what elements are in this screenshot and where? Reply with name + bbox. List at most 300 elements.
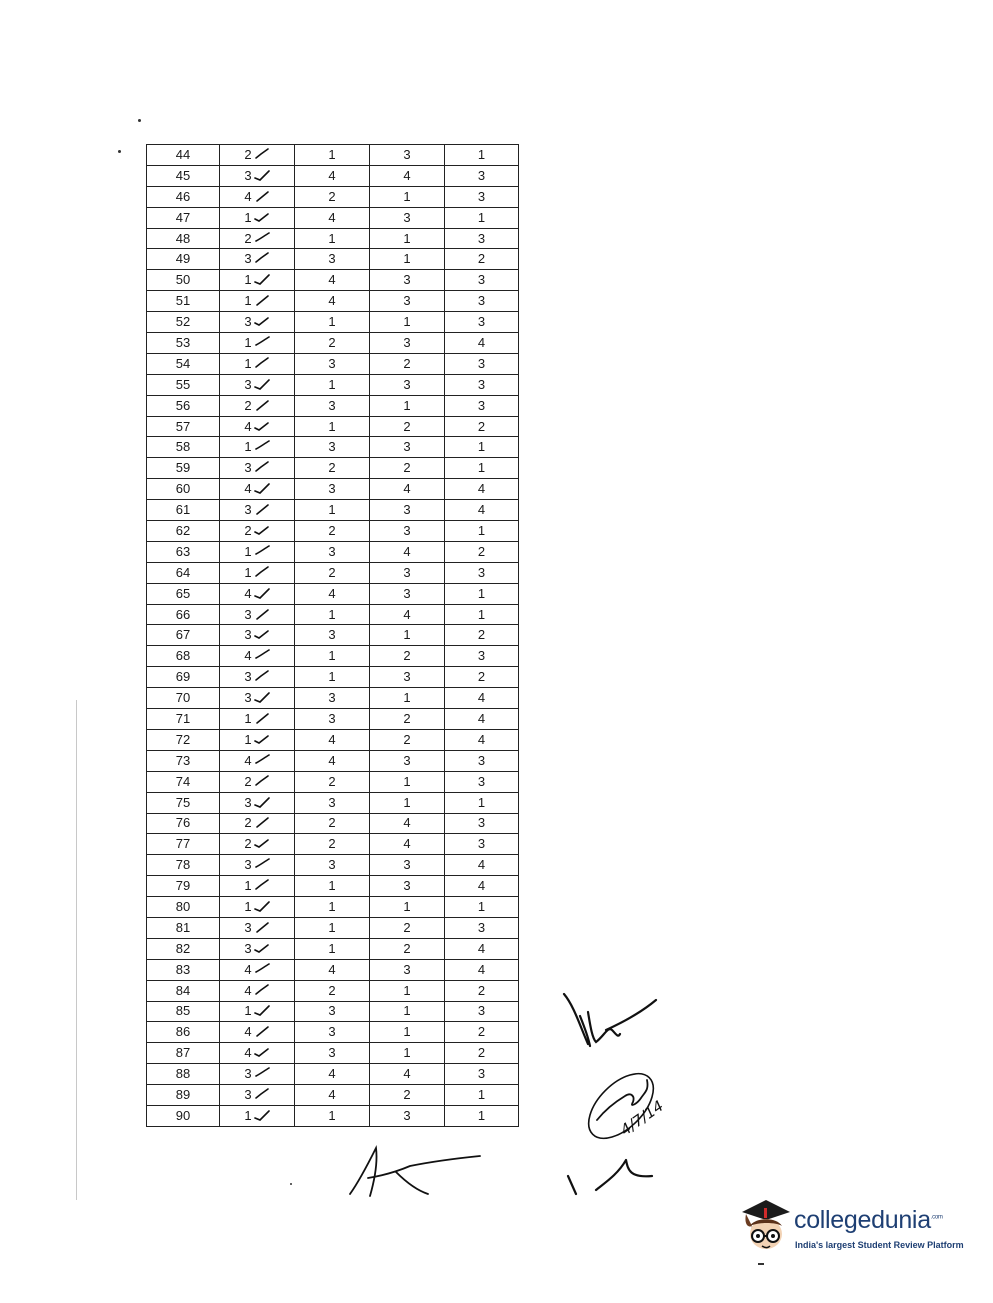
answer-cell bbox=[370, 249, 445, 270]
answer-cell-checked bbox=[220, 1001, 295, 1022]
checked-answer bbox=[244, 334, 269, 352]
answer-cell bbox=[295, 667, 370, 688]
cell-value: 3 bbox=[328, 690, 336, 706]
cell-value: 4 bbox=[328, 1087, 336, 1103]
checked-answer bbox=[244, 982, 269, 1000]
question-number-cell bbox=[147, 416, 220, 437]
checked-answer bbox=[244, 877, 269, 895]
answer-cell bbox=[370, 521, 445, 542]
cell-value: 1 bbox=[244, 731, 252, 747]
cell-value: 3 bbox=[328, 710, 336, 726]
cell-value: 4 bbox=[477, 961, 486, 977]
answer-cell bbox=[370, 709, 445, 730]
cell-value: 3 bbox=[244, 794, 252, 810]
cell-value: 1 bbox=[403, 188, 411, 204]
cell-value: 1 bbox=[328, 940, 336, 956]
cell-value: 1 bbox=[328, 899, 336, 914]
cell-value: 65 bbox=[175, 585, 191, 601]
answer-cell bbox=[445, 917, 519, 938]
checked-answer bbox=[244, 835, 269, 853]
cell-value: 2 bbox=[403, 460, 411, 476]
cell-value: 70 bbox=[175, 690, 191, 706]
question-number-cell bbox=[147, 1022, 220, 1043]
table-row bbox=[147, 855, 519, 876]
answer-key-table bbox=[146, 144, 519, 1127]
cell-value: 3 bbox=[477, 355, 486, 371]
cell-value: 3 bbox=[477, 815, 486, 831]
answer-cell-checked bbox=[220, 625, 295, 646]
answer-cell-checked bbox=[220, 792, 295, 813]
cell-value: 67 bbox=[175, 627, 191, 643]
answer-cell bbox=[370, 980, 445, 1001]
checked-answer bbox=[244, 647, 269, 665]
checked-answer bbox=[244, 459, 269, 477]
answer-cell bbox=[295, 479, 370, 500]
cell-value: 1 bbox=[477, 1107, 486, 1123]
tick-mark-icon bbox=[254, 419, 270, 433]
answer-cell bbox=[445, 145, 519, 166]
cell-value: 3 bbox=[403, 564, 411, 580]
question-number-cell bbox=[147, 165, 220, 186]
cell-value: 3 bbox=[477, 1003, 486, 1019]
cell-value: 4 bbox=[328, 731, 336, 747]
answer-cell bbox=[295, 917, 370, 938]
answer-cell bbox=[370, 395, 445, 416]
tick-mark-icon bbox=[254, 460, 270, 474]
answer-cell bbox=[295, 270, 370, 291]
table-row bbox=[147, 207, 519, 228]
answer-cell bbox=[445, 834, 519, 855]
question-number-cell bbox=[147, 729, 220, 750]
question-number-cell bbox=[147, 583, 220, 604]
answer-cell bbox=[295, 312, 370, 333]
cell-value: 2 bbox=[244, 815, 252, 831]
question-number-cell bbox=[147, 186, 220, 207]
cell-value: 3 bbox=[328, 627, 336, 643]
cell-value: 3 bbox=[328, 439, 336, 455]
answer-cell bbox=[445, 186, 519, 207]
cell-value: 90 bbox=[175, 1107, 191, 1123]
cell-value: 3 bbox=[403, 146, 411, 162]
cell-value: 3 bbox=[328, 397, 336, 413]
cell-value: 2 bbox=[244, 146, 252, 162]
tick-mark-icon bbox=[254, 607, 270, 621]
cell-value: 4 bbox=[328, 752, 336, 768]
table-row bbox=[147, 980, 519, 1001]
answer-cell-checked bbox=[220, 145, 295, 166]
scan-speck bbox=[138, 119, 141, 122]
answer-cell bbox=[295, 1085, 370, 1106]
table-row bbox=[147, 165, 519, 186]
checked-answer bbox=[244, 961, 269, 979]
table-row bbox=[147, 312, 519, 333]
cell-value: 3 bbox=[403, 272, 411, 288]
cell-value: 1 bbox=[244, 899, 252, 914]
cell-value: 60 bbox=[175, 481, 191, 497]
table-row bbox=[147, 1085, 519, 1106]
checked-answer bbox=[244, 146, 269, 164]
question-number-cell bbox=[147, 562, 220, 583]
question-number-cell bbox=[147, 959, 220, 980]
table-row bbox=[147, 1105, 519, 1126]
answer-cell bbox=[295, 897, 370, 918]
cell-value: 71 bbox=[175, 710, 191, 726]
table-row bbox=[147, 688, 519, 709]
cell-value: 47 bbox=[175, 209, 191, 225]
cell-value: 62 bbox=[175, 522, 191, 538]
checked-answer bbox=[244, 731, 269, 749]
answer-cell bbox=[370, 876, 445, 897]
cell-value: 3 bbox=[244, 460, 252, 476]
answer-cell bbox=[370, 855, 445, 876]
cell-value: 2 bbox=[328, 815, 336, 831]
cell-value: 3 bbox=[244, 376, 252, 392]
cell-value: 1 bbox=[477, 209, 486, 225]
tick-mark-icon bbox=[254, 439, 270, 453]
cell-value: 4 bbox=[403, 606, 411, 622]
answer-cell bbox=[445, 541, 519, 562]
cell-value: 4 bbox=[403, 1066, 411, 1082]
answer-cell-checked bbox=[220, 333, 295, 354]
cell-value: 3 bbox=[244, 690, 252, 706]
cell-value: 51 bbox=[175, 293, 191, 309]
cell-value: 3 bbox=[403, 1107, 411, 1123]
tick-mark-icon bbox=[254, 210, 270, 224]
cell-value: 46 bbox=[175, 188, 191, 204]
cell-value: 3 bbox=[477, 773, 486, 789]
answer-cell-checked bbox=[220, 541, 295, 562]
cell-value: 1 bbox=[403, 627, 411, 643]
tick-mark-icon bbox=[254, 293, 270, 307]
cell-value: 3 bbox=[477, 376, 486, 392]
checked-answer bbox=[244, 794, 269, 812]
cell-value: 3 bbox=[477, 293, 486, 309]
cell-value: 1 bbox=[328, 418, 336, 434]
answer-cell-checked bbox=[220, 583, 295, 604]
scan-speck bbox=[290, 1183, 292, 1185]
checked-answer bbox=[244, 418, 269, 436]
question-number-cell bbox=[147, 1105, 220, 1126]
tick-mark-icon bbox=[254, 899, 270, 913]
tick-mark-icon bbox=[254, 398, 270, 412]
answer-cell bbox=[445, 249, 519, 270]
answer-cell bbox=[295, 437, 370, 458]
tick-mark-icon bbox=[254, 314, 270, 328]
cell-value: 1 bbox=[477, 606, 486, 622]
cell-value: 1 bbox=[244, 878, 252, 894]
cell-value: 1 bbox=[403, 251, 411, 267]
cell-value: 3 bbox=[403, 334, 411, 350]
table-row bbox=[147, 625, 519, 646]
cell-value: 81 bbox=[175, 919, 191, 935]
table-row bbox=[147, 1022, 519, 1043]
answer-cell-checked bbox=[220, 834, 295, 855]
cell-value: 2 bbox=[328, 773, 336, 789]
cell-value: 1 bbox=[244, 710, 252, 726]
table-row bbox=[147, 186, 519, 207]
table-row bbox=[147, 771, 519, 792]
answer-cell bbox=[295, 333, 370, 354]
answer-cell bbox=[445, 207, 519, 228]
cell-value: 1 bbox=[244, 209, 252, 225]
answer-cell bbox=[295, 1001, 370, 1022]
cell-value: 4 bbox=[403, 836, 411, 852]
tick-mark-icon bbox=[254, 1045, 270, 1059]
tick-mark-icon bbox=[254, 544, 270, 558]
answer-cell-checked bbox=[220, 270, 295, 291]
answer-cell bbox=[370, 959, 445, 980]
table-row bbox=[147, 604, 519, 625]
table-row bbox=[147, 395, 519, 416]
answer-cell bbox=[445, 1001, 519, 1022]
cell-value: 4 bbox=[477, 690, 486, 706]
question-number-cell bbox=[147, 521, 220, 542]
answer-cell bbox=[370, 792, 445, 813]
answer-cell bbox=[295, 374, 370, 395]
question-number-cell bbox=[147, 709, 220, 730]
cell-value: 1 bbox=[403, 690, 411, 706]
cell-value: 3 bbox=[244, 314, 252, 330]
cell-value: 4 bbox=[244, 961, 252, 977]
answer-cell bbox=[370, 1105, 445, 1126]
answer-cell bbox=[445, 938, 519, 959]
cell-value: 1 bbox=[328, 502, 336, 518]
question-number-cell bbox=[147, 207, 220, 228]
answer-cell bbox=[445, 562, 519, 583]
table-row bbox=[147, 938, 519, 959]
cell-value: 3 bbox=[477, 167, 486, 183]
answer-cell bbox=[370, 145, 445, 166]
cell-value: 86 bbox=[175, 1024, 191, 1040]
answer-cell bbox=[445, 270, 519, 291]
table-row bbox=[147, 897, 519, 918]
question-number-cell bbox=[147, 792, 220, 813]
signature-2 bbox=[575, 1050, 705, 1150]
table-row bbox=[147, 479, 519, 500]
cell-value: 2 bbox=[477, 982, 486, 998]
cell-value: 80 bbox=[175, 899, 191, 914]
cell-value: 3 bbox=[328, 251, 336, 267]
cell-value: 88 bbox=[175, 1066, 191, 1082]
table-row bbox=[147, 1001, 519, 1022]
answer-cell bbox=[370, 291, 445, 312]
answer-cell bbox=[445, 333, 519, 354]
cell-value: 3 bbox=[328, 1045, 336, 1061]
answer-cell bbox=[370, 583, 445, 604]
cell-value: 2 bbox=[328, 564, 336, 580]
cell-value: 3 bbox=[403, 209, 411, 225]
table-row bbox=[147, 291, 519, 312]
cell-value: 2 bbox=[403, 418, 411, 434]
answer-cell bbox=[295, 750, 370, 771]
checked-answer bbox=[244, 689, 269, 707]
answer-cell-checked bbox=[220, 729, 295, 750]
answer-cell bbox=[370, 541, 445, 562]
cell-value: 2 bbox=[477, 251, 486, 267]
tick-mark-icon bbox=[254, 1066, 270, 1080]
cell-value: 3 bbox=[403, 961, 411, 977]
answer-cell bbox=[370, 604, 445, 625]
tick-mark-icon bbox=[254, 523, 270, 537]
student-mascot-icon bbox=[736, 1196, 794, 1256]
answer-cell bbox=[445, 1064, 519, 1085]
cell-value: 77 bbox=[175, 836, 191, 852]
scan-speck bbox=[118, 150, 121, 153]
cell-value: 2 bbox=[244, 230, 252, 246]
tick-mark-icon bbox=[254, 627, 270, 641]
checked-answer bbox=[244, 1044, 269, 1062]
cell-value: 1 bbox=[403, 314, 411, 330]
answer-cell bbox=[370, 479, 445, 500]
answer-cell bbox=[295, 207, 370, 228]
cell-value: 83 bbox=[175, 961, 191, 977]
scan-edge-line bbox=[76, 700, 77, 1200]
checked-answer bbox=[244, 626, 269, 644]
question-number-cell bbox=[147, 1043, 220, 1064]
answer-cell bbox=[445, 667, 519, 688]
cell-value: 3 bbox=[403, 376, 411, 392]
checked-answer bbox=[244, 564, 269, 582]
answer-cell-checked bbox=[220, 855, 295, 876]
checked-answer bbox=[244, 397, 269, 415]
answer-cell-checked bbox=[220, 959, 295, 980]
cell-value: 1 bbox=[403, 230, 411, 246]
cell-value: 4 bbox=[328, 209, 336, 225]
cell-value: 3 bbox=[244, 606, 252, 622]
answer-cell bbox=[370, 1043, 445, 1064]
tick-mark-icon bbox=[254, 878, 270, 892]
answer-cell bbox=[445, 771, 519, 792]
answer-cell-checked bbox=[220, 207, 295, 228]
table-row bbox=[147, 959, 519, 980]
answer-cell-checked bbox=[220, 667, 295, 688]
cell-value: 1 bbox=[244, 355, 252, 371]
cell-value: 1 bbox=[328, 919, 336, 935]
answer-cell bbox=[370, 1064, 445, 1085]
tick-mark-icon bbox=[254, 753, 270, 767]
question-number-cell bbox=[147, 228, 220, 249]
cell-value: 4 bbox=[477, 710, 486, 726]
answer-cell bbox=[295, 291, 370, 312]
cell-value: 1 bbox=[477, 146, 486, 162]
question-number-cell bbox=[147, 395, 220, 416]
answer-cell bbox=[295, 395, 370, 416]
answer-cell-checked bbox=[220, 813, 295, 834]
tick-mark-icon bbox=[254, 335, 270, 349]
tick-mark-icon bbox=[254, 377, 270, 391]
cell-value: 45 bbox=[175, 167, 191, 183]
table-row bbox=[147, 792, 519, 813]
cell-value: 3 bbox=[477, 919, 486, 935]
answer-cell-checked bbox=[220, 1064, 295, 1085]
checked-answer bbox=[244, 271, 269, 289]
answer-cell bbox=[445, 521, 519, 542]
cell-value: 2 bbox=[403, 355, 411, 371]
cell-value: 72 bbox=[175, 731, 191, 747]
cell-value: 2 bbox=[403, 710, 411, 726]
answer-cell bbox=[445, 291, 519, 312]
cell-value: 1 bbox=[403, 397, 411, 413]
answer-cell bbox=[370, 165, 445, 186]
answer-cell bbox=[370, 207, 445, 228]
answer-cell-checked bbox=[220, 165, 295, 186]
answer-cell-checked bbox=[220, 1105, 295, 1126]
cell-value: 3 bbox=[403, 669, 411, 685]
answer-cell-checked bbox=[220, 1022, 295, 1043]
table-row bbox=[147, 249, 519, 270]
answer-cell bbox=[295, 959, 370, 980]
cell-value: 56 bbox=[175, 397, 191, 413]
tick-mark-icon bbox=[254, 586, 270, 600]
cell-value: 3 bbox=[244, 919, 252, 935]
answer-cell-checked bbox=[220, 938, 295, 959]
answer-cell-checked bbox=[220, 646, 295, 667]
tick-mark-icon bbox=[254, 795, 270, 809]
answer-cell bbox=[370, 1022, 445, 1043]
answer-cell bbox=[445, 646, 519, 667]
table-row bbox=[147, 1043, 519, 1064]
table-row bbox=[147, 521, 519, 542]
tick-mark-icon bbox=[254, 1024, 270, 1038]
cell-value: 48 bbox=[175, 230, 191, 246]
checked-answer bbox=[244, 1107, 269, 1125]
cell-value: 82 bbox=[175, 940, 191, 956]
checked-answer bbox=[244, 167, 269, 185]
cell-value: 55 bbox=[175, 376, 191, 392]
cell-value: 3 bbox=[477, 752, 486, 768]
cell-value: 3 bbox=[477, 397, 486, 413]
cell-value: 3 bbox=[403, 878, 411, 894]
cell-value: 2 bbox=[477, 1045, 486, 1061]
tick-mark-icon bbox=[254, 962, 270, 976]
cell-value: 2 bbox=[328, 522, 336, 538]
answer-cell bbox=[295, 980, 370, 1001]
table-row bbox=[147, 646, 519, 667]
answer-cell bbox=[295, 876, 370, 897]
collegedunia-logo bbox=[736, 1196, 966, 1260]
signature-4 bbox=[340, 1138, 490, 1200]
tick-mark-icon bbox=[254, 774, 270, 788]
cell-value: 3 bbox=[403, 293, 411, 309]
answer-cell-checked bbox=[220, 604, 295, 625]
answer-cell bbox=[295, 1043, 370, 1064]
cell-value: 63 bbox=[175, 543, 191, 559]
cell-value: 69 bbox=[175, 669, 191, 685]
cell-value: 1 bbox=[328, 878, 336, 894]
question-number-cell bbox=[147, 938, 220, 959]
cell-value: 3 bbox=[328, 355, 336, 371]
question-number-cell bbox=[147, 625, 220, 646]
cell-value: 4 bbox=[477, 940, 486, 956]
answer-cell-checked bbox=[220, 249, 295, 270]
cell-value: 4 bbox=[244, 752, 252, 768]
cell-value: 3 bbox=[403, 502, 411, 518]
answer-cell bbox=[370, 562, 445, 583]
cell-value: 85 bbox=[175, 1003, 191, 1019]
checked-answer bbox=[244, 1023, 269, 1041]
cell-value: 3 bbox=[403, 585, 411, 601]
table-row bbox=[147, 876, 519, 897]
table-row bbox=[147, 750, 519, 771]
question-number-cell bbox=[147, 646, 220, 667]
table-row bbox=[147, 333, 519, 354]
answer-cell bbox=[370, 416, 445, 437]
answer-cell bbox=[445, 395, 519, 416]
answer-cell bbox=[370, 771, 445, 792]
cell-value: 4 bbox=[403, 167, 411, 183]
answer-cell bbox=[370, 1085, 445, 1106]
cell-value: 2 bbox=[244, 397, 252, 413]
